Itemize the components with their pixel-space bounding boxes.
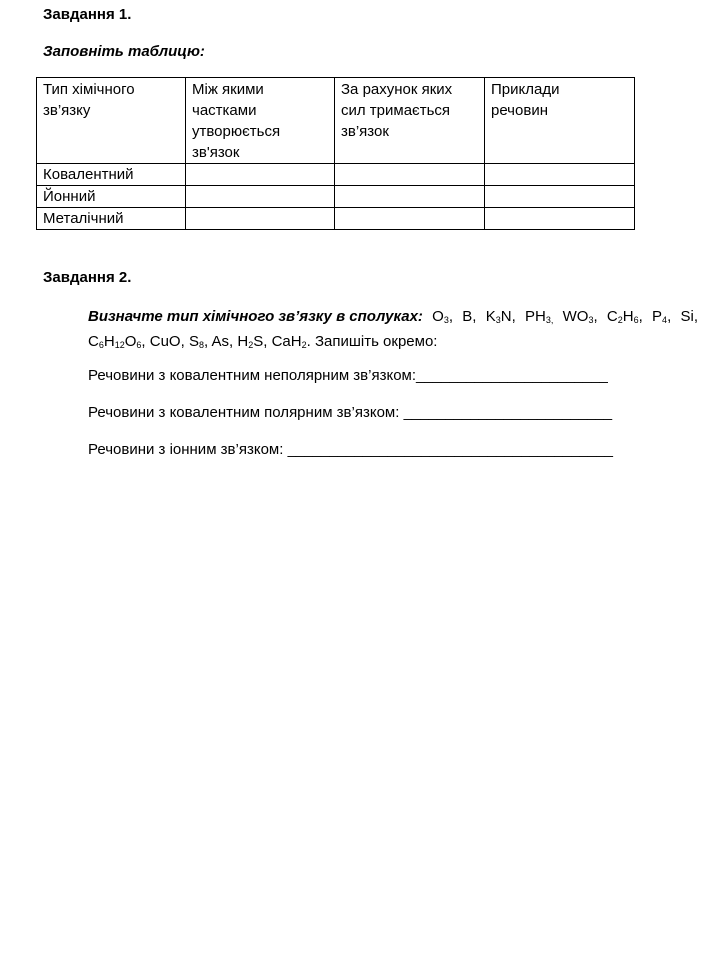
compound-o3: $O_3$, [432,308,454,325]
answer-ionic[interactable] [88,441,613,458]
answer-cell[interactable] [485,186,635,208]
compound-cah2: CaH$_2$. [271,333,311,350]
answer-blank[interactable]: _______________________ [416,367,608,384]
bond-type-cell: Йонний [37,186,186,208]
compound-s8: $S_8$, [188,333,209,350]
table-row [37,208,635,230]
task-1-title: Завдання 1. [43,6,132,23]
task-2-body [88,304,698,354]
answer-polar-covalent[interactable] [88,404,612,421]
compound-ph3: $PH_{3,}$ [525,308,554,325]
task-2-title: Завдання 2. [43,269,132,286]
header-line: зв’язок [341,123,389,140]
header-line: речовин [491,102,548,119]
answer-cell[interactable] [335,186,485,208]
table-header-row [37,78,635,164]
compounds-line-1 [88,304,698,329]
answer-cell[interactable] [485,164,635,186]
header-line: Приклади [491,81,560,98]
task-2-prompt: Визначте тип хімічного зв’язку в сполуках: [88,308,423,325]
answer-nonpolar-covalent[interactable] [88,367,608,384]
header-examples [485,78,635,164]
compound-b: B, [462,308,477,325]
compound-p4: $P_4$, [652,308,672,325]
answer-label: Речовини з ковалентним неполярним зв’язком: [88,367,417,384]
compound-c6h12o6: $C_6H_{12}O_6$, [88,333,146,350]
header-line: Між якими [192,81,264,98]
compound-as: As, [211,333,234,350]
table-row [37,186,635,208]
answer-label: Речовини з ковалентним полярним зв’язком: [88,404,404,421]
header-particles [186,78,335,164]
header-line: утворюється [192,123,281,140]
answer-blank[interactable]: _________________________ [403,404,613,421]
answer-cell[interactable] [485,208,635,230]
compound-si: Si, [680,308,698,325]
header-forces [335,78,485,164]
answer-cell[interactable] [186,208,335,230]
compound-wo3: $WO_3$, [562,308,598,325]
answer-blank[interactable]: _______________________________________ [287,441,613,458]
header-line: частками [192,102,257,119]
answer-cell[interactable] [335,164,485,186]
header-line: За рахунок яких [341,81,453,98]
header-line: сил тримається [341,102,451,119]
bond-type-cell: Металічний [37,208,186,230]
header-line: зв’язку [43,102,91,119]
compounds-line-2 [88,329,698,354]
compound-cuo: CuO, [149,333,185,350]
write-separately-instruction: Запишіть окремо: [314,333,438,350]
header-line: Тип хімічного [43,81,135,98]
compound-c2h6: $C_2H_6$, [606,308,643,325]
compound-h2s: $H_2S$, [237,333,268,350]
answer-label: Речовини з іонним зв’язком: [88,441,288,458]
header-bond-type [37,78,186,164]
task-1-instruction: Заповніть таблицю: [43,43,205,60]
answer-cell[interactable] [186,186,335,208]
answer-cell[interactable] [186,164,335,186]
compound-k3n: $K_3N$, [485,308,516,325]
bond-type-cell: Ковалентний [37,164,186,186]
bond-types-table [36,77,635,230]
table-row [37,164,635,186]
header-line: зв'язок [192,144,240,161]
answer-cell[interactable] [335,208,485,230]
